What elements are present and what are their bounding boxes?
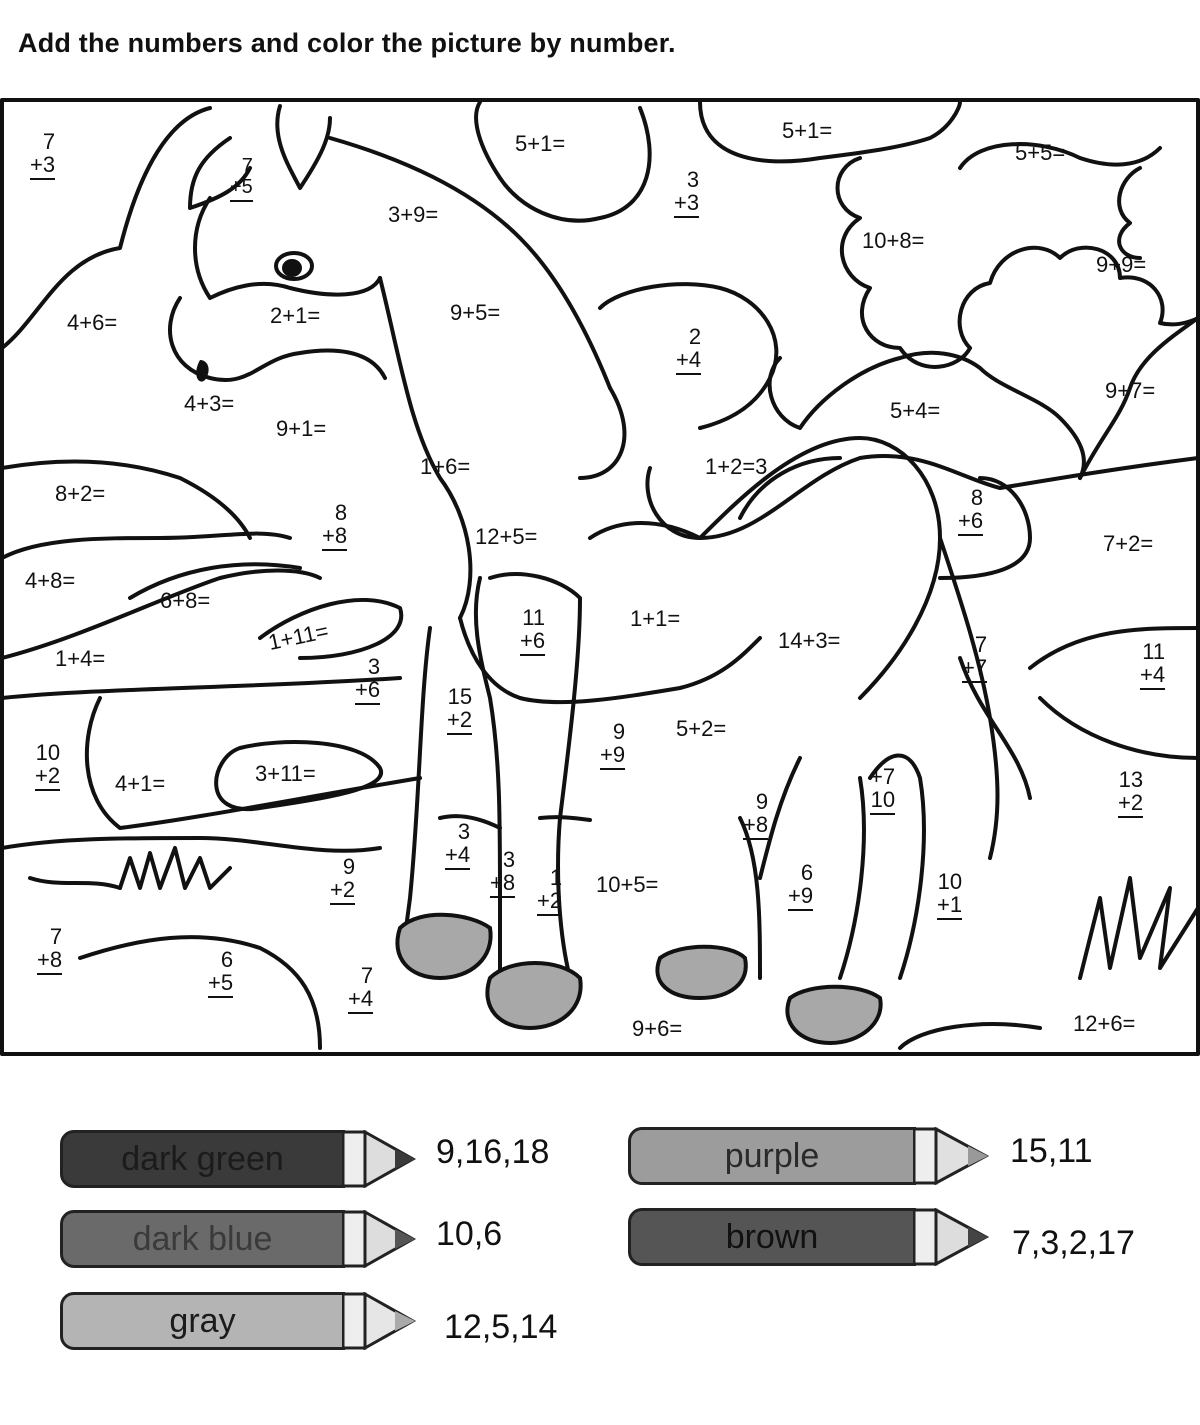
stacked-sum: 9 +8 — [743, 790, 768, 840]
field-line — [1030, 628, 1198, 668]
mane-tip — [580, 388, 624, 478]
pencil-body: purple — [628, 1127, 916, 1185]
eq-label: 10+8= — [862, 228, 925, 253]
pencil-purple — [628, 1127, 998, 1185]
eq-label: 1+4= — [55, 646, 106, 671]
eq-label: 5+1= — [515, 131, 566, 156]
left-field — [2, 461, 250, 538]
eq-label: 10+5= — [596, 872, 659, 897]
eq-label: 4+1= — [115, 771, 166, 796]
ground-line — [2, 678, 400, 698]
horse-belly — [460, 618, 760, 702]
eq-label: 5+4= — [890, 398, 941, 423]
leg-back-right — [840, 778, 864, 978]
cloud-left — [476, 102, 650, 221]
horse-neck — [380, 278, 470, 618]
line-art — [0, 98, 1200, 1056]
pencil-tip — [914, 1127, 998, 1185]
horse-head — [195, 198, 380, 298]
legend-numbers: 7,3,2,17 — [1012, 1224, 1135, 1262]
bush-far — [1119, 168, 1140, 258]
stacked-sum: 3 +6 — [355, 655, 380, 705]
stacked-sum: 10 +2 — [35, 741, 60, 791]
eq-label: 1+2=3 — [705, 454, 768, 479]
pencil-tip — [343, 1292, 423, 1350]
eq-label: 4+3= — [184, 391, 235, 416]
legend-numbers: 10,6 — [436, 1215, 503, 1253]
pencil-body: brown — [628, 1208, 916, 1266]
eq-label: 9+1= — [276, 416, 327, 441]
knee-band2 — [540, 817, 590, 820]
ground-line2 — [2, 838, 380, 851]
pencil-body: dark blue — [60, 1210, 345, 1268]
pencil-tip — [343, 1210, 423, 1268]
horse-tail — [940, 538, 998, 858]
stacked-sum: 1 +2 — [537, 866, 562, 916]
eq-label: 4+8= — [25, 568, 76, 593]
eq-label: 5+2= — [676, 716, 727, 741]
bush-left — [838, 158, 971, 367]
page-title: Add the numbers and color the picture by number. — [18, 28, 676, 58]
stacked-sum: 9 +2 — [330, 855, 355, 905]
pencil-tip — [914, 1208, 998, 1266]
bottom-right — [900, 1024, 1040, 1048]
pencil-body: dark green — [60, 1130, 345, 1188]
eq-label: 2+1= — [270, 303, 321, 328]
legend-numbers: 12,5,14 — [444, 1308, 558, 1346]
eq-label: 5+1= — [782, 118, 833, 143]
pencil-body: gray — [60, 1292, 345, 1350]
eq-label: 1+1= — [630, 606, 681, 631]
bush-right — [960, 248, 1198, 348]
pencil-brown — [628, 1208, 998, 1266]
eq-label: 5+5= — [1015, 140, 1066, 165]
eq-label: 3+9= — [388, 202, 439, 227]
eq-label: 9+6= — [632, 1016, 683, 1041]
hoof-front-right — [487, 963, 580, 1028]
leg-front-left-inner — [476, 578, 500, 978]
pencil-dark-blue — [60, 1210, 420, 1268]
hoof-back-right — [787, 987, 880, 1043]
eq-label: 14+3= — [778, 628, 841, 653]
hoof-back-left — [657, 947, 745, 998]
horse-mane — [330, 138, 610, 388]
stacked-sum: 7 +8 — [37, 925, 62, 975]
stacked-sum: 8 +6 — [958, 486, 983, 536]
bush-small — [940, 478, 1030, 578]
eq-label: 12+6= — [1073, 1011, 1136, 1036]
stacked-sum: 15 +2 — [447, 685, 472, 735]
pencil-gray — [60, 1292, 420, 1350]
legend-numbers: 15,11 — [1010, 1132, 1093, 1170]
hoof-front-left — [397, 915, 490, 978]
stacked-sum: 3 +8 — [490, 848, 515, 898]
pencil-dark-green — [60, 1130, 420, 1188]
stacked-sum: 7 +3 — [30, 130, 55, 180]
stacked-sum: 10 +1 — [937, 870, 962, 920]
stacked-sum: 6 +5 — [208, 948, 233, 998]
eq-label: 8+2= — [55, 481, 106, 506]
eq-label: 7+2= — [1103, 531, 1154, 556]
stacked-sum: 11 +6 — [520, 606, 545, 656]
eq-label: 9+9= — [1096, 252, 1147, 277]
stacked-sum: 3 +4 — [445, 820, 470, 870]
eye-pupil — [282, 259, 302, 277]
eq-label: 12+5= — [475, 524, 538, 549]
bottom-mound — [80, 937, 320, 1048]
horse-ear — [277, 106, 330, 188]
grass — [120, 848, 230, 888]
left-field2 — [2, 534, 290, 558]
stacked-sum: 8 +8 — [322, 501, 347, 551]
stacked-sum: 3 +3 — [674, 168, 699, 218]
eq-label: 1+11= — [265, 617, 331, 656]
field-line2 — [1040, 698, 1198, 758]
eq-label: 9+7= — [1105, 378, 1156, 403]
stacked-sum: 7 +7 — [962, 633, 987, 683]
eq-label: 6+8= — [160, 588, 211, 613]
stacked-sum: 7 +5 — [230, 156, 253, 202]
stacked-sum: 11 +4 — [1140, 640, 1165, 690]
pencil-tip — [343, 1130, 423, 1188]
stacked-sum: +7 10 — [870, 765, 895, 815]
stacked-sum: 6 +9 — [788, 861, 813, 911]
eq-label: 4+6= — [67, 310, 118, 335]
eq-label: 9+5= — [450, 300, 501, 325]
grass-right — [1080, 878, 1198, 978]
grass-left — [30, 878, 120, 888]
eq-label: 3+11= — [255, 761, 316, 786]
stacked-sum: 7 +4 — [348, 964, 373, 1014]
coloring-picture — [0, 98, 1200, 1056]
legend-numbers: 9,16,18 — [436, 1133, 550, 1171]
eq-label: 1+6= — [420, 454, 471, 479]
stacked-sum: 9 +9 — [600, 720, 625, 770]
stacked-sum: 13 +2 — [1118, 768, 1143, 818]
stacked-sum: 2 +4 — [676, 325, 701, 375]
